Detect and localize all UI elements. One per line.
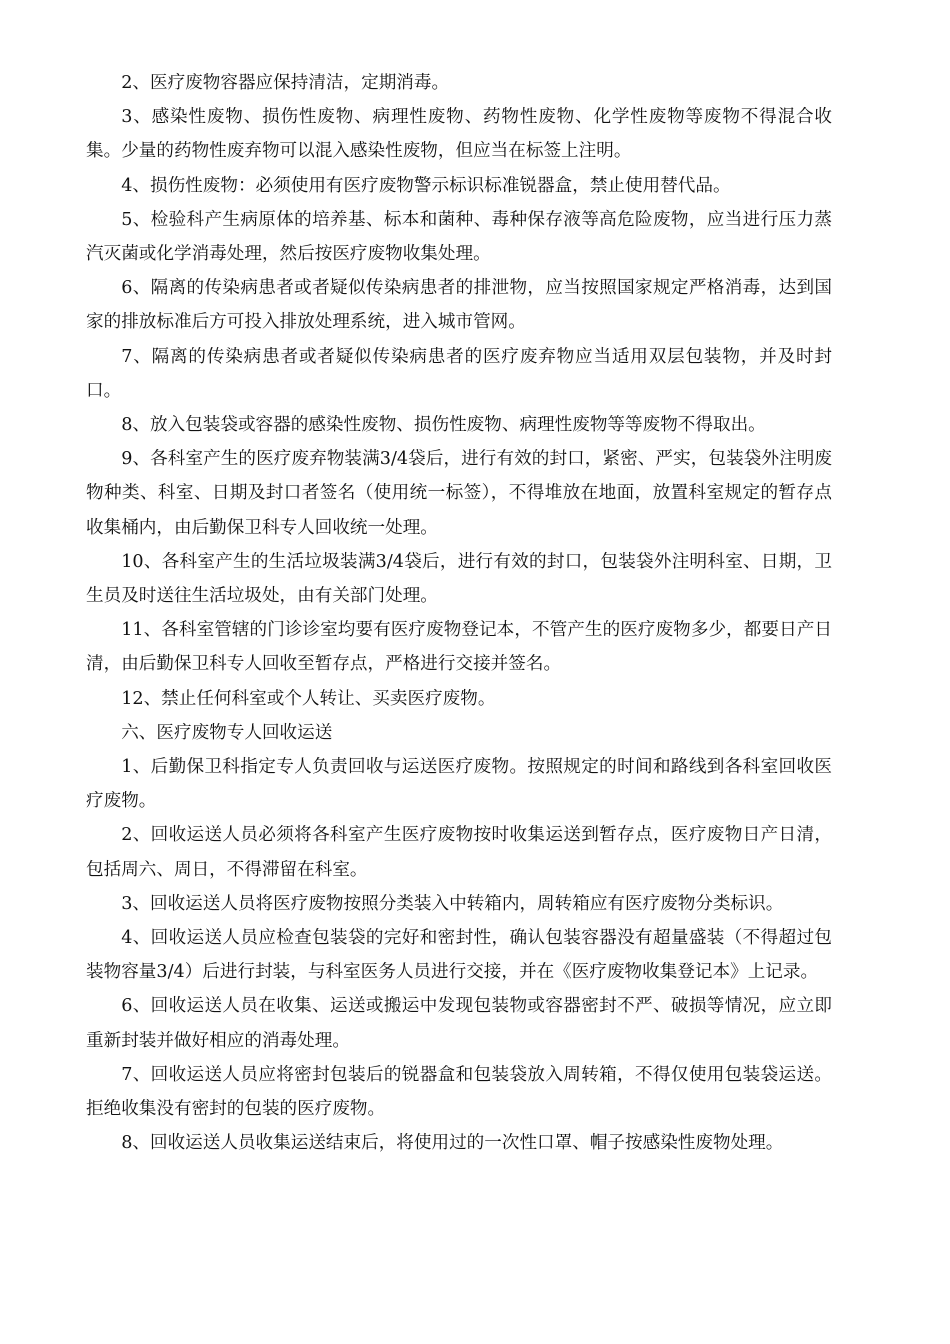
paragraph-container-rule-9: 9、各科室产生的医疗废弃物装满3/4袋后，进行有效的封口，紧密、严实，包装袋外注明废物种类、科室、日期及封口者签名（使用统一标签），不得堆放在地面，放置科室规定的暂存点收集桶内，由后勤保卫科专人回收统一处理。: [86, 449, 832, 538]
paragraph-container-rule-3: 3、感染性废物、损伤性废物、病理性废物、药物性废物、化学性废物等废物不得混合收集。少量的药物性废弃物可以混入感染性废物，但应当在标签上注明。: [86, 107, 832, 162]
paragraph-container-rule-11: 11、各科室管辖的门诊诊室均要有医疗废物登记本，不管产生的医疗废物多少，都要日产日清，由后勤保卫科专人回收至暂存点，严格进行交接并签名。: [86, 620, 832, 675]
paragraph-container-rule-4: 4、损伤性废物：必须使用有医疗废物警示标识标准锐器盒，禁止使用替代品。: [121, 175, 731, 196]
paragraph-transport-6: 6、回收运送人员在收集、运送或搬运中发现包装物或容器密封不严、破损等情况，应立即重新封装并做好相应的消毒处理。: [86, 996, 832, 1051]
document-page: [86, 66, 832, 1161]
paragraph-transport-7: 7、回收运送人员应将密封包装后的锐器盒和包装袋放入周转箱，不得仅使用包装袋运送。拒绝收集没有密封的包装的医疗废物。: [86, 1064, 832, 1120]
paragraph-container-rule-5: 5、检验科产生病原体的培养基、标本和菌种、毒种保存液等高危险废物，应当进行压力蒸汽灭菌或化学消毒处理，然后按医疗废物收集处理。: [86, 209, 832, 265]
paragraph-container-rule-7: 7、隔离的传染病患者或者疑似传染病患者的医疗废弃物应当适用双层包装物，并及时封口。: [86, 346, 832, 401]
paragraph-transport-1: 1、后勤保卫科指定专人负责回收与运送医疗废物。按照规定的时间和路线到各科室回收医疗废物。: [86, 757, 832, 812]
paragraph-container-rule-2: 2、医疗废物容器应保持清洁，定期消毒。: [121, 73, 450, 93]
paragraph-container-rule-10: 10、各科室产生的生活垃圾装满3/4袋后，进行有效的封口，包装袋外注明科室、日期，卫生员及时送往生活垃圾处，由有关部门处理。: [86, 551, 832, 607]
paragraph-container-rule-8: 8、放入包装袋或容器的感染性废物、损伤性废物、病理性废物等等废物不得取出。: [121, 415, 766, 436]
section-heading: 六、医疗废物专人回收运送: [121, 722, 333, 743]
paragraph-transport-2: 2、回收运送人员必须将各科室产生医疗废物按时收集运送到暂存点，医疗废物日产日清，包括周六、周日，不得滞留在科室。: [86, 825, 832, 880]
paragraph-transport-3: 3、回收运送人员将医疗废物按照分类装入中转箱内，周转箱应有医疗废物分类标识。: [121, 893, 784, 914]
paragraph-transport-4: 4、回收运送人员应检查包装袋的完好和密封性，确认包装容器没有超量盛装（不得超过包装物容量3/4）后进行封装，与科室医务人员进行交接，并在《医疗废物收集登记本》上记录。: [86, 928, 832, 983]
paragraph-container-rule-12: 12、禁止任何科室或个人转让、买卖医疗废物。: [121, 688, 496, 709]
paragraph-transport-8: 8、回收运送人员收集运送结束后，将使用过的一次性口罩、帽子按感染性废物处理。: [121, 1133, 784, 1154]
paragraph-container-rule-6: 6、隔离的传染病患者或者疑似传染病患者的排泄物，应当按照国家规定严格消毒，达到国家的排放标准后方可投入排放处理系统，进入城市管网。: [86, 278, 832, 333]
